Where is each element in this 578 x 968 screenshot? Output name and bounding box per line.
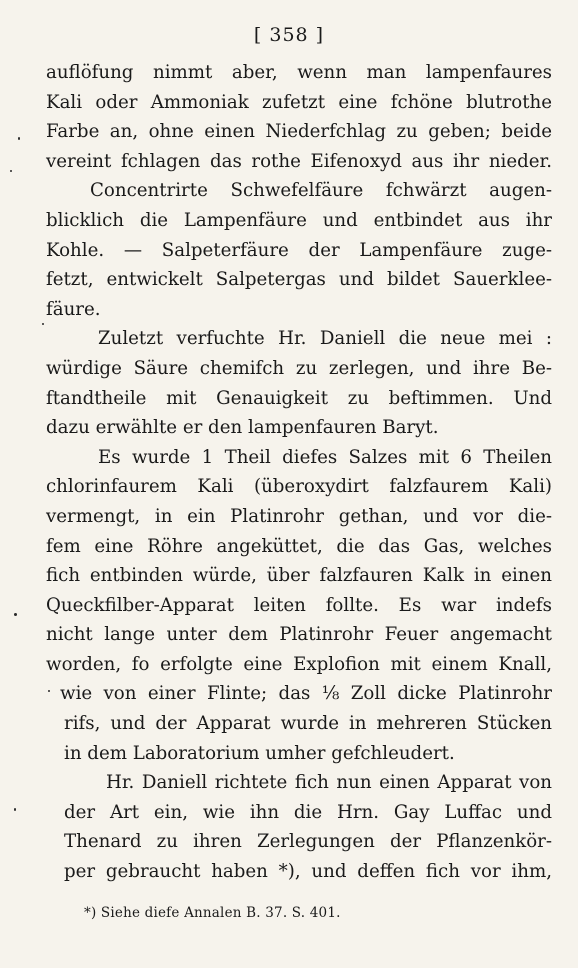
text-line: Kali oder Ammoniak zufetzt eine fchöne blutrothe: [46, 91, 552, 113]
text-line: Farbe an, ohne einen Niederfchlag zu geben; beide: [46, 121, 552, 143]
text-line: ftandtheile mit Genauigkeit zu beftimmen. Und: [46, 387, 552, 409]
text-line: Concentrirte Schwefelfäure fchwärzt augen-: [90, 180, 552, 202]
text-line: in dem Laboratorium umher gefchleudert.: [64, 742, 455, 764]
text-line: Zuletzt verfuchte Hr. Daniell die neue mei :: [98, 328, 552, 350]
text-line: auflöfung nimmt aber, wenn man lampenfaures: [46, 62, 552, 83]
text-line: vermengt, in ein Platinrohr gethan, und vor die-: [46, 505, 552, 527]
scan-speck: [42, 323, 44, 325]
scan-speck: [10, 170, 12, 172]
text-line: blicklich die Lampenfäure und entbindet aus ihr: [46, 209, 552, 231]
text-line: wie von einer Flinte; das ⅛ Zoll dicke Platinrohr: [60, 683, 552, 705]
text-line: Hr. Daniell richtete fich nun einen Apparat von: [106, 772, 552, 794]
footnote: *) Siehe diefe Annalen B. 37. S. 401.: [84, 905, 341, 921]
text-line: der Art ein, wie ihn die Hrn. Gay Luffac und: [64, 801, 552, 823]
text-line: dazu erwählte er den lampenfauren Baryt.: [46, 417, 439, 439]
text-line: fich entbinden würde, über falzfauren Kalk in einen: [46, 565, 552, 587]
text-line: Thenard zu ihren Zerlegungen der Pflanzenkör-: [64, 831, 552, 853]
scan-speck: [18, 137, 20, 140]
text-line: chlorinfaurem Kali (überoxydirt falzfaurem Kali): [46, 476, 552, 498]
page-number-header: [ 358 ]: [253, 24, 325, 46]
text-line: würdige Säure chemifch zu zerlegen, und ihre Be-: [46, 357, 552, 379]
text-line: fäure.: [46, 298, 101, 320]
text-line: nicht lange unter dem Platinrohr Feuer angemacht: [46, 624, 552, 646]
text-line: Es wurde 1 Theil diefes Salzes mit 6 Theilen: [98, 446, 552, 468]
text-line: Queckfilber-Apparat leiten follte. Es war indefs: [46, 594, 552, 616]
scan-speck: [14, 808, 16, 811]
text-line: fetzt, entwickelt Salpetergas und bildet Sauerklee-: [46, 269, 552, 291]
text-line: per gebraucht haben *), und deffen fich vor ihm,: [64, 861, 552, 883]
text-line: rifs, und der Apparat wurde in mehreren Stücken: [64, 713, 552, 735]
scan-speck: [14, 613, 17, 616]
text-line: Kohle. — Salpeterfäure der Lampenfäure zuge-: [46, 239, 552, 261]
text-line: worden, fo erfolgte eine Explofion mit einem Knall,: [46, 653, 552, 675]
body-text: [46, 58, 552, 887]
text-line: vereint fchlagen das rothe Eifenoxyd aus ihr nieder.: [46, 150, 552, 172]
scan-speck: [48, 690, 50, 692]
text-line: fem eine Röhre angeküttet, die das Gas, welches: [46, 535, 552, 557]
